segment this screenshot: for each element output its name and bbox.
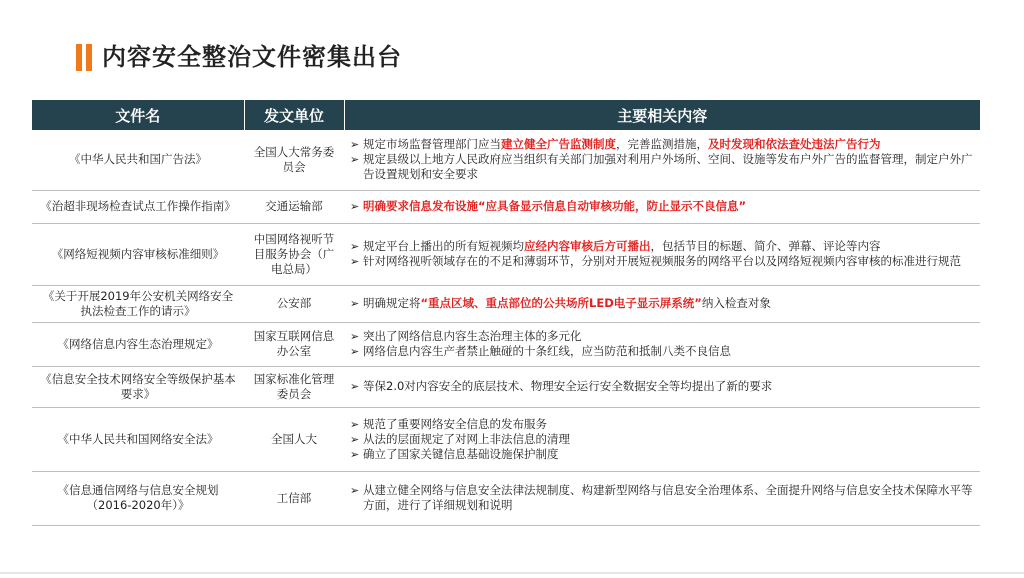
highlighted-text: 应经内容审核后方可播出 [524, 239, 651, 253]
content-bullet [350, 379, 974, 394]
issuing-unit: 交通运输部 [244, 190, 344, 223]
title-accent-bar [86, 44, 92, 71]
content-bullet [350, 417, 974, 432]
content-bullet [350, 483, 974, 513]
table-row [32, 190, 980, 223]
content-bullet [350, 137, 974, 152]
main-content [344, 223, 980, 285]
highlighted-text: 建立健全广告监测制度 [501, 137, 616, 152]
issuing-unit: 国家标准化管理委员会 [244, 366, 344, 407]
content-text: 规定市场监督管理部门应当 [363, 137, 501, 152]
content-bullet [350, 344, 974, 359]
table-row [32, 285, 980, 322]
document-name: 《网络信息内容生态治理规定》 [32, 322, 244, 366]
main-content [344, 407, 980, 471]
content-bullet [350, 447, 974, 462]
table-row [32, 366, 980, 407]
arrow-bullet-icon: ➢ [350, 417, 360, 431]
document-name: 《中华人民共和国广告法》 [32, 130, 244, 190]
table-row [32, 407, 980, 471]
document-name: 《关于开展2019年公安机关网络安全执法检查工作的请示》 [32, 285, 244, 322]
content-text: 纳入检查对象 [701, 296, 771, 310]
content-text: 规范了重要网络安全信息的发布服务 [363, 416, 547, 431]
arrow-bullet-icon: ➢ [350, 138, 360, 152]
issuing-unit: 公安部 [244, 285, 344, 322]
issuing-unit: 全国人大常务委员会 [244, 130, 344, 190]
bottom-divider [0, 572, 1024, 574]
issuing-unit: 工信部 [244, 471, 344, 525]
content-bullet [350, 152, 974, 182]
content-text: 从建立健全网络与信息安全法律法规制度、构建新型网络与信息安全治理体系、全面提升网络与信息安全技术保障水平等方面，进行了详细规划和说明 [363, 483, 973, 512]
main-content [344, 471, 980, 525]
arrow-bullet-icon: ➢ [350, 447, 360, 461]
table-row [32, 130, 980, 190]
column-header-unit: 发文单位 [244, 100, 344, 130]
issuing-unit: 中国网络视听节目服务协会（广电总局） [244, 223, 344, 285]
content-bullet [350, 329, 974, 344]
main-content [344, 190, 980, 223]
content-bullet [350, 254, 974, 269]
main-content [344, 130, 980, 190]
arrow-bullet-icon: ➢ [350, 240, 360, 253]
issuing-unit: 全国人大 [244, 407, 344, 471]
document-name: 《网络短视频内容审核标准细则》 [32, 223, 244, 285]
content-bullet [350, 199, 974, 214]
content-text: 网络信息内容生产者禁止触碰的十条红线，应当防范和抵制八类不良信息 [363, 344, 731, 358]
table-row [32, 322, 980, 366]
column-header-name: 文件名 [32, 100, 244, 130]
arrow-bullet-icon: ➢ [350, 153, 360, 167]
main-content [344, 285, 980, 322]
highlighted-text: “重点区域、重点部位的公共场所LED电子显示屏系统” [420, 296, 702, 310]
content-text: 明确规定将 [363, 296, 421, 310]
arrow-bullet-icon: ➢ [350, 432, 360, 446]
page-title: 内容安全整治文件密集出台 [102, 43, 402, 71]
content-bullet [350, 296, 974, 311]
main-content [344, 322, 980, 366]
content-bullet [350, 239, 974, 254]
content-text: ，完善监测措施， [616, 137, 708, 152]
content-text: 针对网络视听领域存在的不足和薄弱环节，分别对开展短视频服务的网络平台以及网络短视频内容审核的标准进行规范 [363, 254, 961, 268]
content-text: 规定县级以上地方人民政府应当组织有关部门加强对利用户外场所、空间、设施等发布户外广告的监督管理，制定户外广告设置规划和安全要求 [363, 152, 973, 182]
content-text: 突出了网络信息内容生态治理主体的多元化 [363, 329, 582, 343]
arrow-bullet-icon: ➢ [350, 380, 360, 393]
table-row [32, 471, 980, 525]
table-header-row [32, 100, 980, 130]
column-header-content: 主要相关内容 [344, 100, 980, 130]
arrow-bullet-icon: ➢ [350, 255, 360, 268]
document-name: 《中华人民共和国网络安全法》 [32, 407, 244, 471]
document-name: 《治超非现场检查试点工作操作指南》 [32, 190, 244, 223]
content-text: 等保2.0对内容安全的底层技术、物理安全运行安全数据安全等均提出了新的要求 [363, 379, 773, 393]
content-text: 从法的层面规定了对网上非法信息的清理 [363, 431, 570, 446]
main-content [344, 366, 980, 407]
arrow-bullet-icon: ➢ [350, 484, 360, 497]
issuing-unit: 国家互联网信息办公室 [244, 322, 344, 366]
top-strip [0, 0, 1024, 6]
documents-table [32, 100, 980, 526]
document-name: 《信息通信网络与信息安全规划（2016-2020年）》 [32, 471, 244, 525]
highlighted-text: 明确要求信息发布设施“应具备显示信息自动审核功能，防止显示不良信息” [363, 199, 747, 213]
title-accent-bar [76, 44, 82, 71]
content-text: ，包括节目的标题、简介、弹幕、评论等内容 [650, 239, 881, 253]
highlighted-text: 及时发现和依法查处违法广告行为 [708, 137, 881, 152]
content-text: 规定平台上播出的所有短视频均 [363, 239, 524, 253]
document-name: 《信息安全技术网络安全等级保护基本要求》 [32, 366, 244, 407]
table-row [32, 223, 980, 285]
arrow-bullet-icon: ➢ [350, 345, 360, 358]
content-text: 确立了国家关键信息基础设施保护制度 [363, 446, 559, 461]
content-bullet [350, 432, 974, 447]
arrow-bullet-icon: ➢ [350, 330, 360, 343]
arrow-bullet-icon: ➢ [350, 200, 360, 213]
arrow-bullet-icon: ➢ [350, 297, 360, 310]
